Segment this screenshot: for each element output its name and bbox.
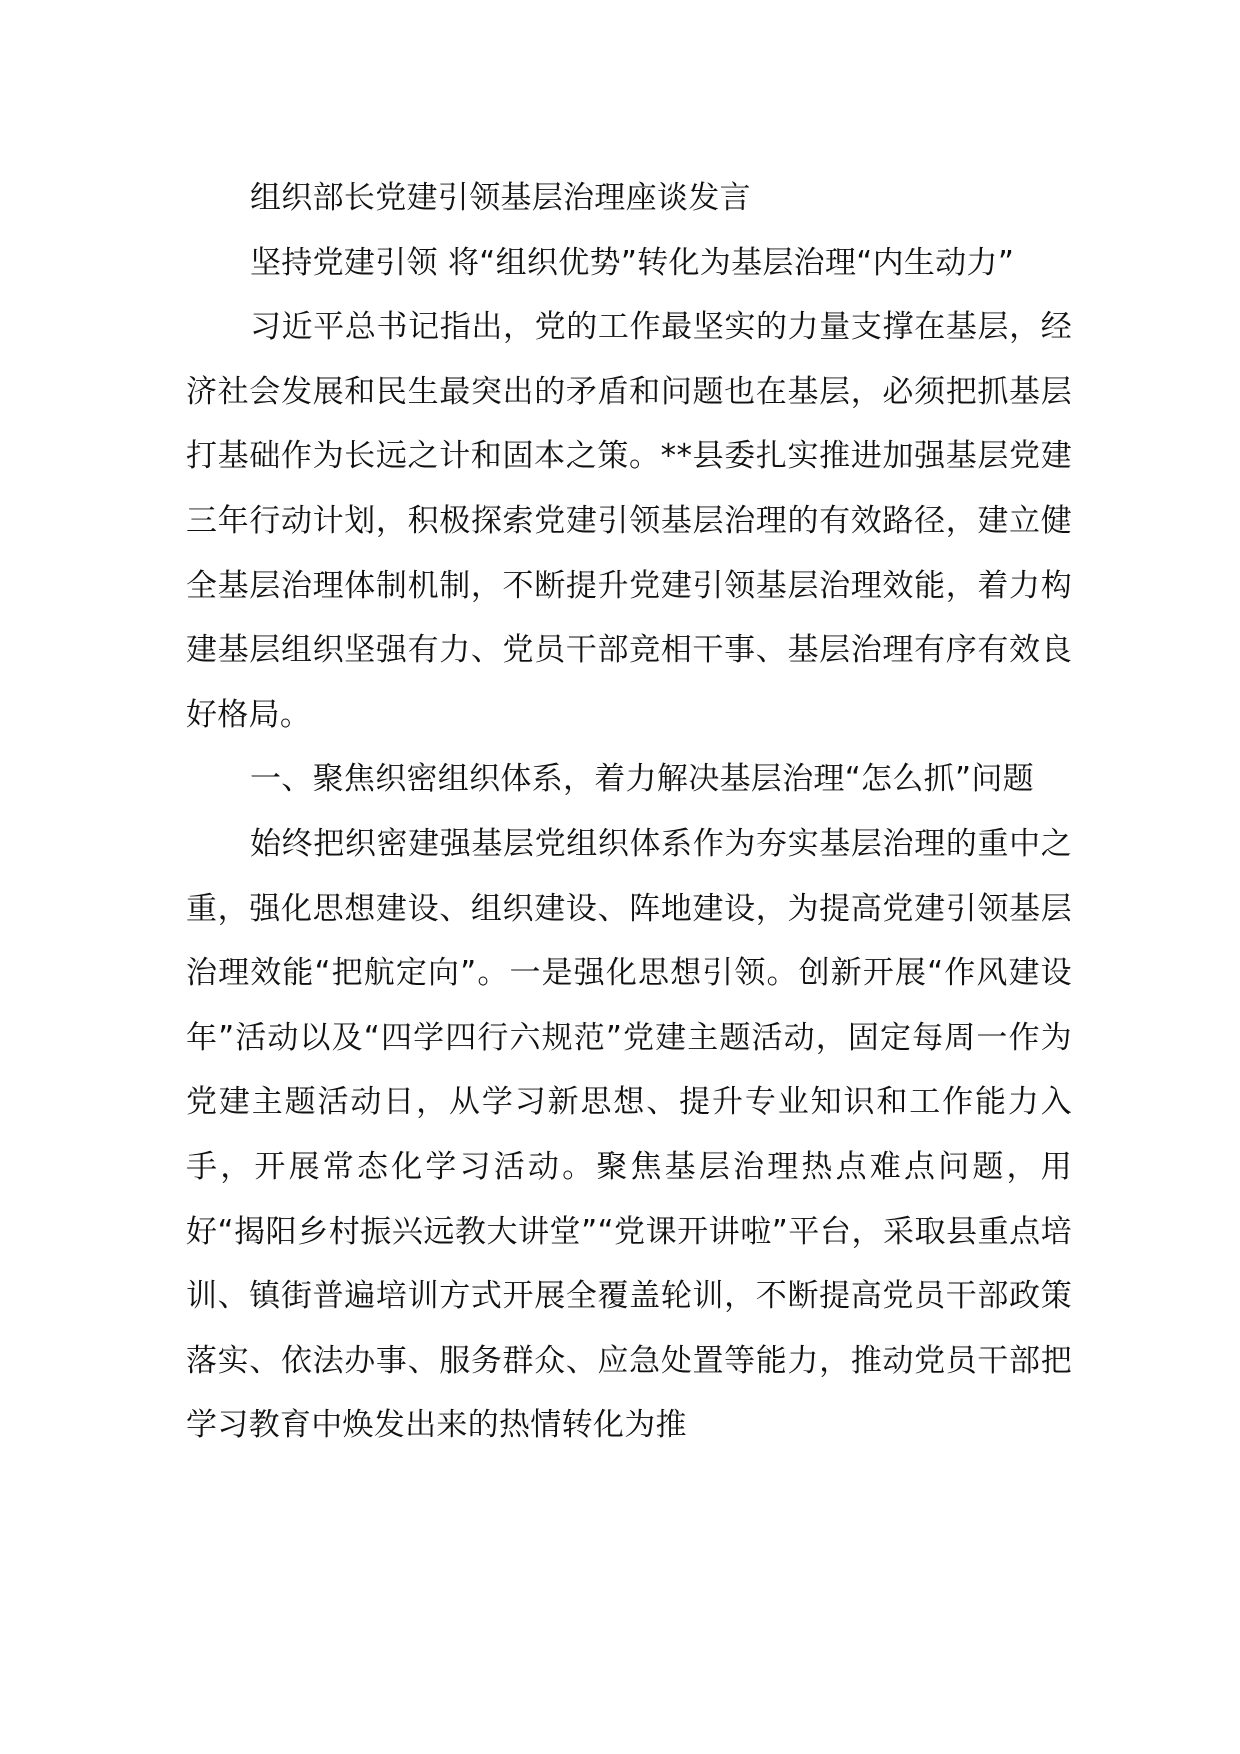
document-body xyxy=(186,166,1072,1458)
document-title: 组织部长党建引领基层治理座谈发言 xyxy=(250,180,751,216)
section-heading-1: 一、聚焦织密组织体系，着力解决基层治理“怎么抓”问题 xyxy=(250,761,1034,798)
document-subtitle: 坚持党建引领 将“组织优势”转化为基层治理“内生动力” xyxy=(250,244,1015,281)
paragraph-intro: 习近平总书记指出，党的工作最坚实的力量支撑在基层，经济社会发展和民生最突出的矛盾和问题也在基层，必须把抓基层打基础作为长远之计和固本之策。**县委扎实推进加强基层党建三年行动计划，积极探索党建引领基层治理的有效路径，建立健全基层治理体制机制，不断提升党建引领基层治理效能，着力构建基层组织坚强有力、党员干部竞相干事、基层治理有序有效良好格局。 xyxy=(186,309,1072,733)
paragraph-section-1: 始终把织密建强基层党组织体系作为夯实基层治理的重中之重，强化思想建设、组织建设、阵地建设，为提高党建引领基层治理效能“把航定向”。一是强化思想引领。创新开展“作风建设年”活动以及“四学四行六规范”党建主题活动，固定每周一作为党建主题活动日，从学习新思想、提升专业知识和工作能力入手，开展常态化学习活动。聚焦基层治理热点难点问题，用好“揭阳乡村振兴远教大讲堂”“党课开讲啦”平台，采取县重点培训、镇街普遍培训方式开展全覆盖轮训，不断提高党员干部政策落实、依法办事、服务群众、应急处置等能力，推动党员干部把学习教育中焕发出来的热情转化为推 xyxy=(186,825,1072,1444)
